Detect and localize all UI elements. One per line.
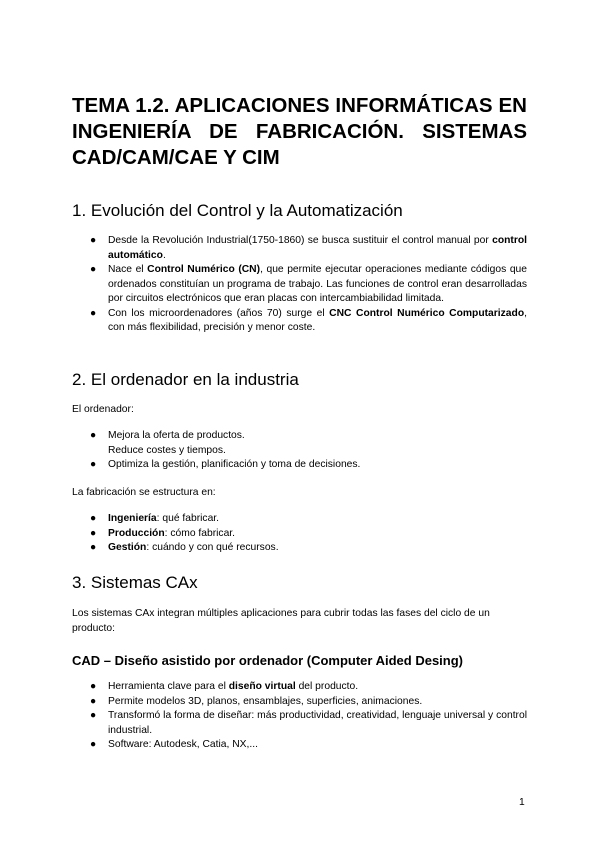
section-2-intro-2: La fabricación se estructura en: bbox=[72, 487, 216, 498]
list-item: ● Desde la Revolución Industrial(1750-1860) se busca sustituir el control manual por control automático. bbox=[90, 235, 527, 261]
list-item: ● Con los microordenadores (años 70) surge el CNC Control Numérico Computarizado, con más flexibilidad, precisión y menor coste. bbox=[90, 307, 527, 333]
bullet-icon: ● bbox=[90, 235, 97, 246]
list-item: ● Herramienta clave para el diseño virtual del producto. bbox=[72, 680, 527, 695]
bullet-icon: ● bbox=[90, 513, 97, 524]
page-number: 1 bbox=[519, 797, 525, 808]
bullet-icon: ● bbox=[90, 681, 97, 692]
bullet-icon: ● bbox=[90, 264, 97, 275]
bullet-icon: ● bbox=[90, 307, 97, 319]
cad-list bbox=[72, 680, 527, 753]
section-3-intro: Los sistemas CAx integran múltiples aplicaciones para cubrir todas las fases del ciclo de un producto: bbox=[72, 608, 490, 634]
list-item: ● Gestión: cuándo y con qué recursos. bbox=[72, 541, 527, 556]
bullet-icon: ● bbox=[90, 527, 97, 539]
list-item: ● Mejora la oferta de productos. Reduce costes y tiempos. bbox=[90, 430, 245, 456]
section-3-heading: 3. Sistemas CAx bbox=[72, 573, 198, 592]
list-item: ● Nace el Control Numérico (CN), que permite ejecutar operaciones mediante códigos que ordenados constituían un programa de trabajo. Las funciones de control eran desarrolladas por circuitos electrónicos que eran placas con intercambiabilidad limitada. bbox=[90, 264, 527, 304]
bullet-icon: ● bbox=[90, 695, 97, 707]
section-1-list bbox=[72, 234, 527, 336]
section-2-heading: 2. El ordenador en la industria bbox=[72, 370, 299, 389]
bullet-icon: ● bbox=[90, 542, 97, 553]
bullet-icon: ● bbox=[90, 739, 97, 750]
list-item: ● Optimiza la gestión, planificación y toma de decisiones. bbox=[72, 458, 527, 473]
bullet-icon: ● bbox=[90, 710, 97, 721]
list-item: ● Software: Autodesk, Catia, NX,... bbox=[72, 738, 527, 753]
list-item: ● Producción: cómo fabricar. bbox=[72, 527, 527, 542]
list-item: ● Ingeniería: qué fabricar. bbox=[72, 512, 527, 527]
bullet-icon: ● bbox=[90, 459, 97, 470]
bullet-icon: ● bbox=[90, 430, 97, 441]
list-item: ● Permite modelos 3D, planos, ensamblajes, superficies, animaciones. bbox=[72, 695, 527, 710]
section-1-heading: 1. Evolución del Control y la Automatización bbox=[72, 201, 403, 220]
section-2-list bbox=[72, 429, 527, 473]
section-2-list-2 bbox=[72, 512, 527, 556]
list-item: ● Transformó la forma de diseñar: más productividad, creatividad, lenguaje universal y control industrial. bbox=[90, 710, 527, 736]
cad-heading: CAD – Diseño asistido por ordenador (Computer Aided Desing) bbox=[72, 653, 463, 668]
section-2-intro: El ordenador: bbox=[72, 404, 134, 415]
document-title: TEMA 1.2. APLICACIONES INFORMÁTICAS EN INGENIERÍA DE FABRICACIÓN. SISTEMAS CAD/CAM/CAE Y CIM bbox=[72, 94, 527, 169]
